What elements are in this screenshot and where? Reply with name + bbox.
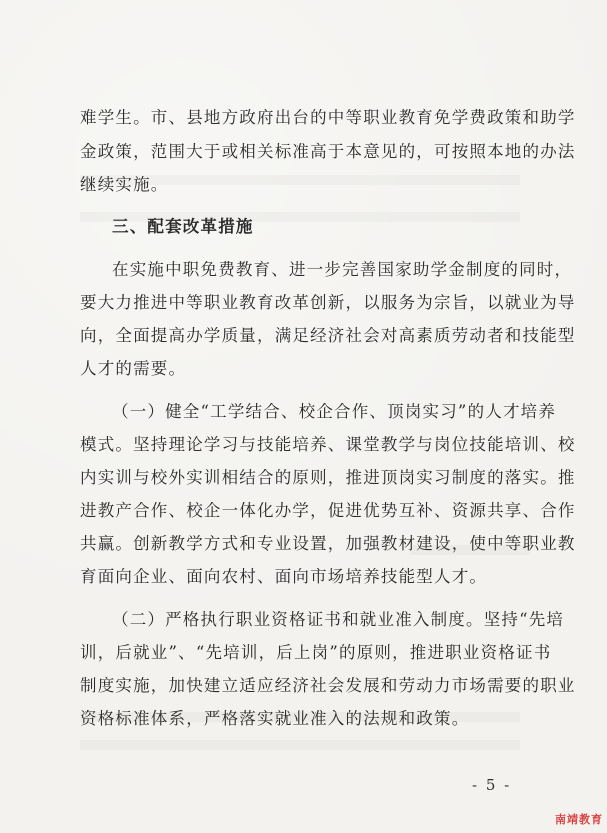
subsection-first-line: （二）严格执行职业资格证书和就业准入制度。坚持“先培 (112, 610, 565, 629)
body-line: 进教产合作、校企一体化办学，促进优势互补、资源共享、合作 (80, 501, 576, 520)
body-line: 共赢。创新教学方式和专业设置，加强教材建设，使中等职业教 (80, 534, 576, 553)
watermark: 南靖教育 (555, 813, 603, 826)
body-line: 训，后就业”、“先培训，后上岗”的原则，推进职业资格证书 (80, 643, 552, 662)
body-line: 制度实施，加快建立适应经济社会发展和劳动力市场需要的职业 (80, 676, 576, 695)
body-line: 育面向企业、面向农村、面向市场培养技能型人才。 (80, 567, 488, 586)
page-number: - 5 - (472, 776, 512, 794)
body-line: 人才的需要。 (80, 359, 187, 378)
body-line: 要大力推进中等职业教育改革创新，以服务为宗旨，以就业为导 (80, 293, 576, 312)
body-line: 继续实施。 (80, 175, 169, 194)
body-line: 模式。坚持理论学习与技能培养、课堂教学与岗位技能培训、校 (80, 435, 576, 454)
body-line: 在实施中职免费教育、进一步完善国家助学金制度的同时， (112, 260, 573, 279)
body-line: 资格标准体系，严格落实就业准入的法规和政策。 (80, 709, 470, 728)
body-line: 金政策，范围大于或相关标准高于本意见的，可按照本地的办法 (80, 142, 576, 161)
body-line: 内实训与校外实训相结合的原则，推进顶岗实习制度的落实。推 (80, 468, 576, 487)
body-line: 向，全面提高办学质量，满足经济社会对高素质劳动者和技能型 (80, 326, 576, 345)
body-line: 难学生。市、县地方政府出台的中等职业教育免学费政策和助学 (80, 108, 576, 127)
section-heading: 三、配套改革措施 (112, 217, 254, 236)
bleed-through-texture (80, 740, 520, 750)
subsection-first-line: （一）健全“工学结合、校企合作、顶岗实习”的人才培养 (112, 402, 557, 421)
